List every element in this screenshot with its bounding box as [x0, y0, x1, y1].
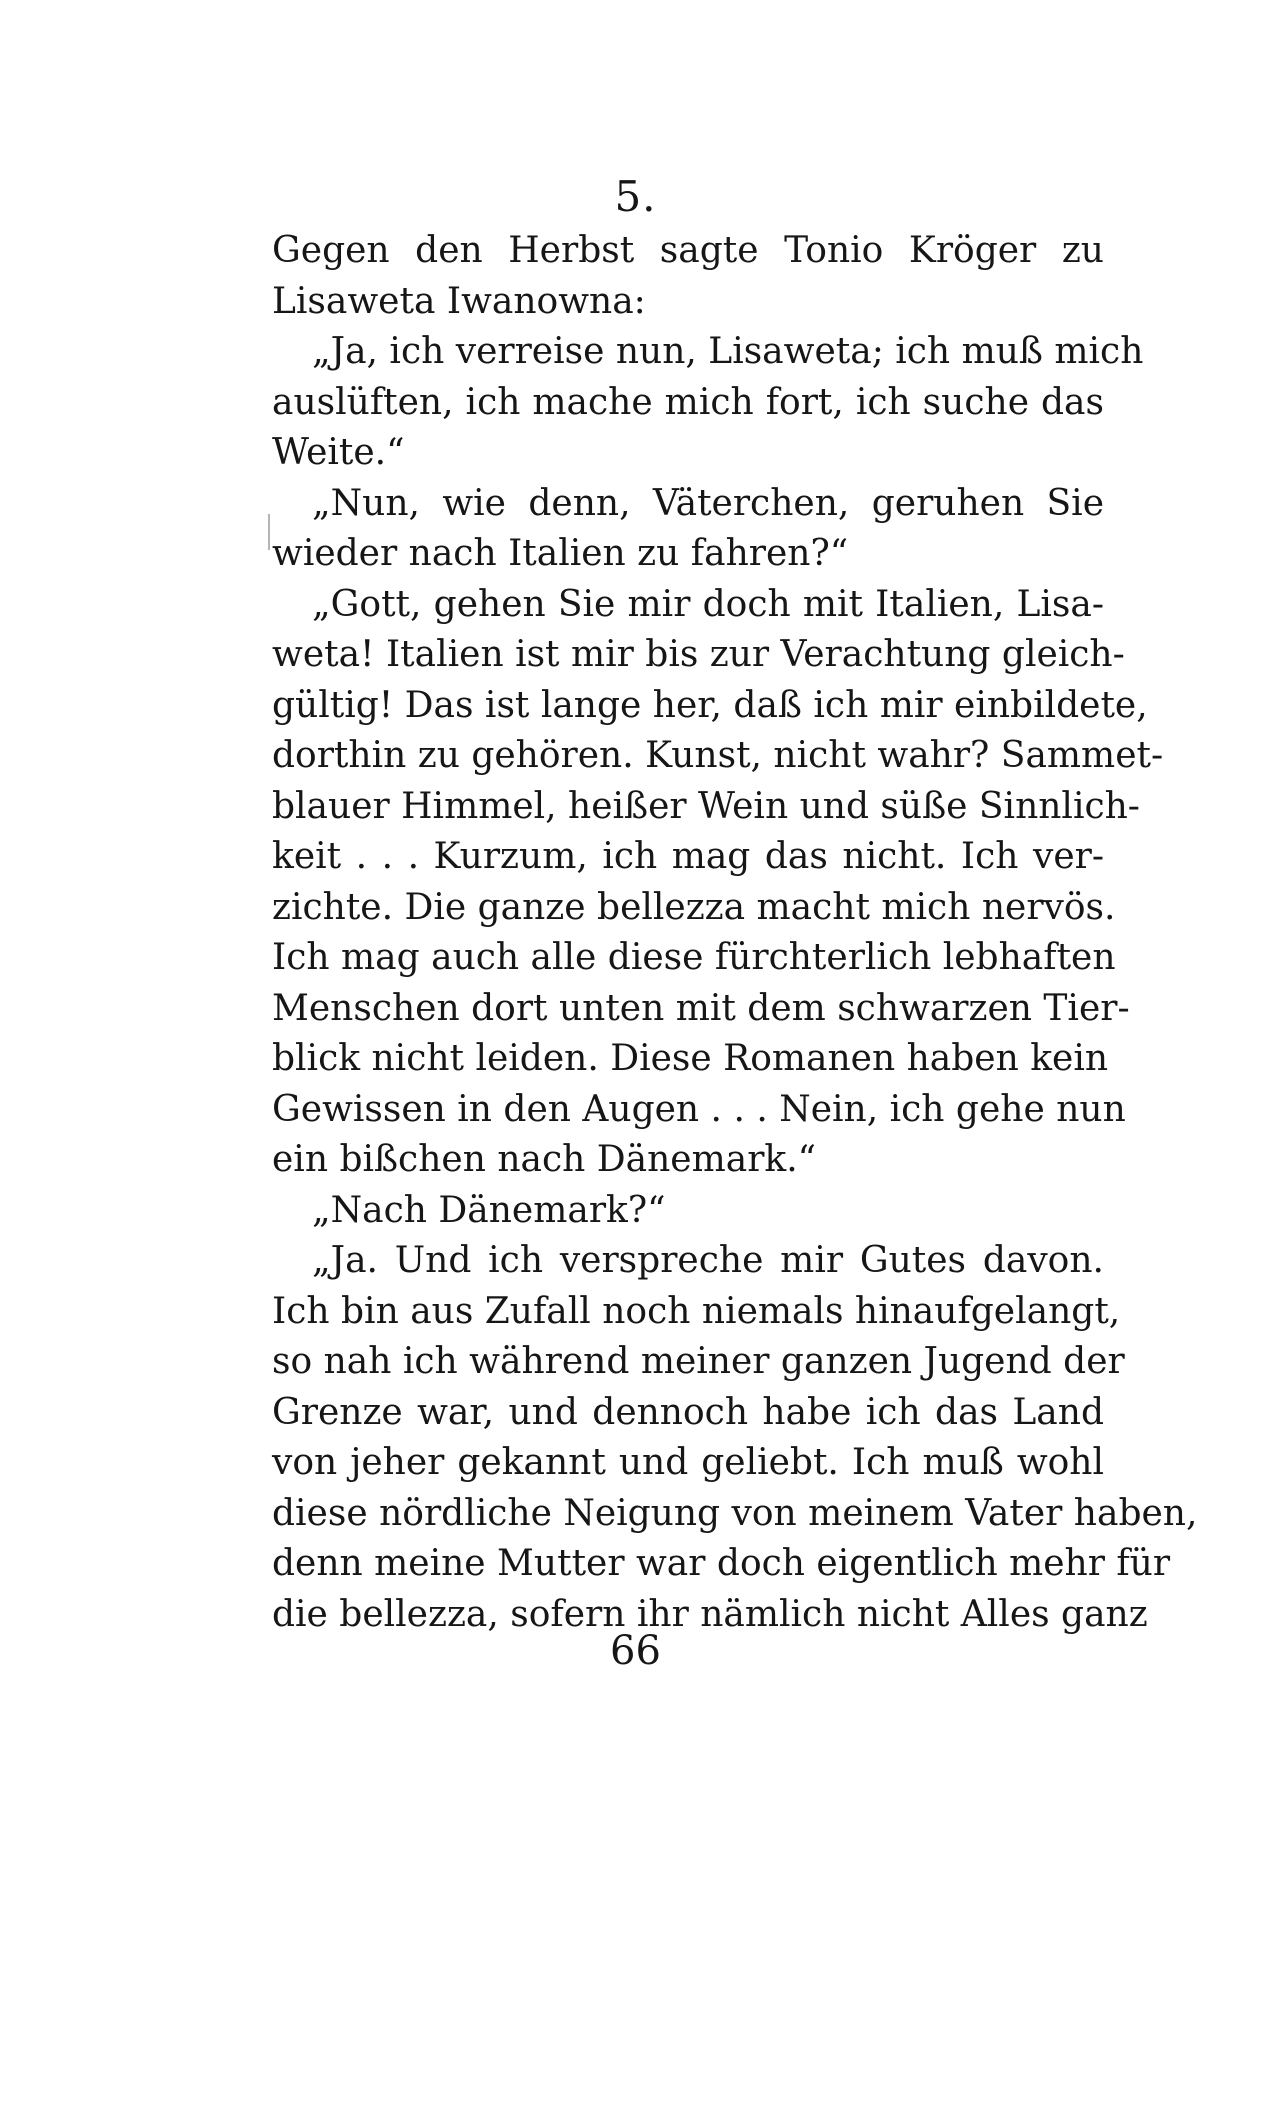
text-line: Lisaweta Iwanowna: — [272, 280, 646, 322]
text-line: blick nicht leiden. Diese Romanen haben kein — [272, 1038, 1109, 1079]
text-line: „Gott, gehen Sie mir doch mit Italien, Lisa- — [312, 583, 1104, 625]
text-line: „Ja. Und ich verspreche mir Gutes davon. — [312, 1240, 1104, 1281]
text-line: „Nun, wie denn, Väterchen, geruhen Sie — [312, 482, 1104, 524]
chapter-number: 5. — [614, 172, 657, 221]
text-line: Weite.“ — [272, 432, 405, 473]
text-line: denn meine Mutter war doch eigentlich mehr für — [272, 1543, 1171, 1584]
text-line: ein bißchen nach Dänemark.“ — [272, 1139, 817, 1180]
text-line: Gewissen in den Augen . . . Nein, ich gehe nun — [272, 1088, 1126, 1130]
text-line: blauer Himmel, heißer Wein und süße Sinnlich- — [272, 785, 1140, 827]
text-line: wieder nach Italien zu fahren?“ — [272, 533, 849, 574]
text-line: „Ja, ich verreise nun, Lisaweta; ich muß mich — [312, 331, 1144, 372]
page-number: 66 — [610, 1628, 661, 1674]
text-line: keit . . . Kurzum, ich mag das nicht. Ich ver- — [272, 836, 1104, 877]
text-line: dorthin zu gehören. Kunst, nicht wahr? Sammet- — [272, 735, 1164, 776]
text-line: gültig! Das ist lange her, daß ich mir einbildete, — [272, 684, 1148, 726]
text-line: zichte. Die ganze bellezza macht mich nervös. — [272, 886, 1116, 928]
text-line: „Nach Dänemark?“ — [312, 1189, 666, 1231]
text-line: Ich mag auch alle diese fürchterlich lebhaften — [272, 937, 1116, 978]
text-line: Grenze war, und dennoch habe ich das Land — [272, 1391, 1104, 1433]
text-line: diese nördliche Neigung von meinem Vater haben, — [272, 1492, 1198, 1534]
text-line: weta! Italien ist mir bis zur Verachtung gleich- — [272, 634, 1125, 675]
text-line: Ich bin aus Zufall noch niemals hinaufgelangt, — [272, 1290, 1121, 1332]
text-line: von jeher gekannt und geliebt. Ich muß wohl — [272, 1442, 1104, 1483]
text-line: Gegen den Herbst sagte Tonio Kröger zu — [272, 230, 1104, 271]
text-line: die bellezza, sofern ihr nämlich nicht Alles ganz — [272, 1593, 1148, 1635]
print-mark — [268, 514, 270, 550]
text-line: so nah ich während meiner ganzen Jugend der — [272, 1341, 1125, 1382]
text-line: Menschen dort unten mit dem schwarzen Tier- — [272, 987, 1130, 1029]
text-line: auslüften, ich mache mich fort, ich suche das — [272, 381, 1104, 423]
body-text — [272, 226, 1198, 1640]
